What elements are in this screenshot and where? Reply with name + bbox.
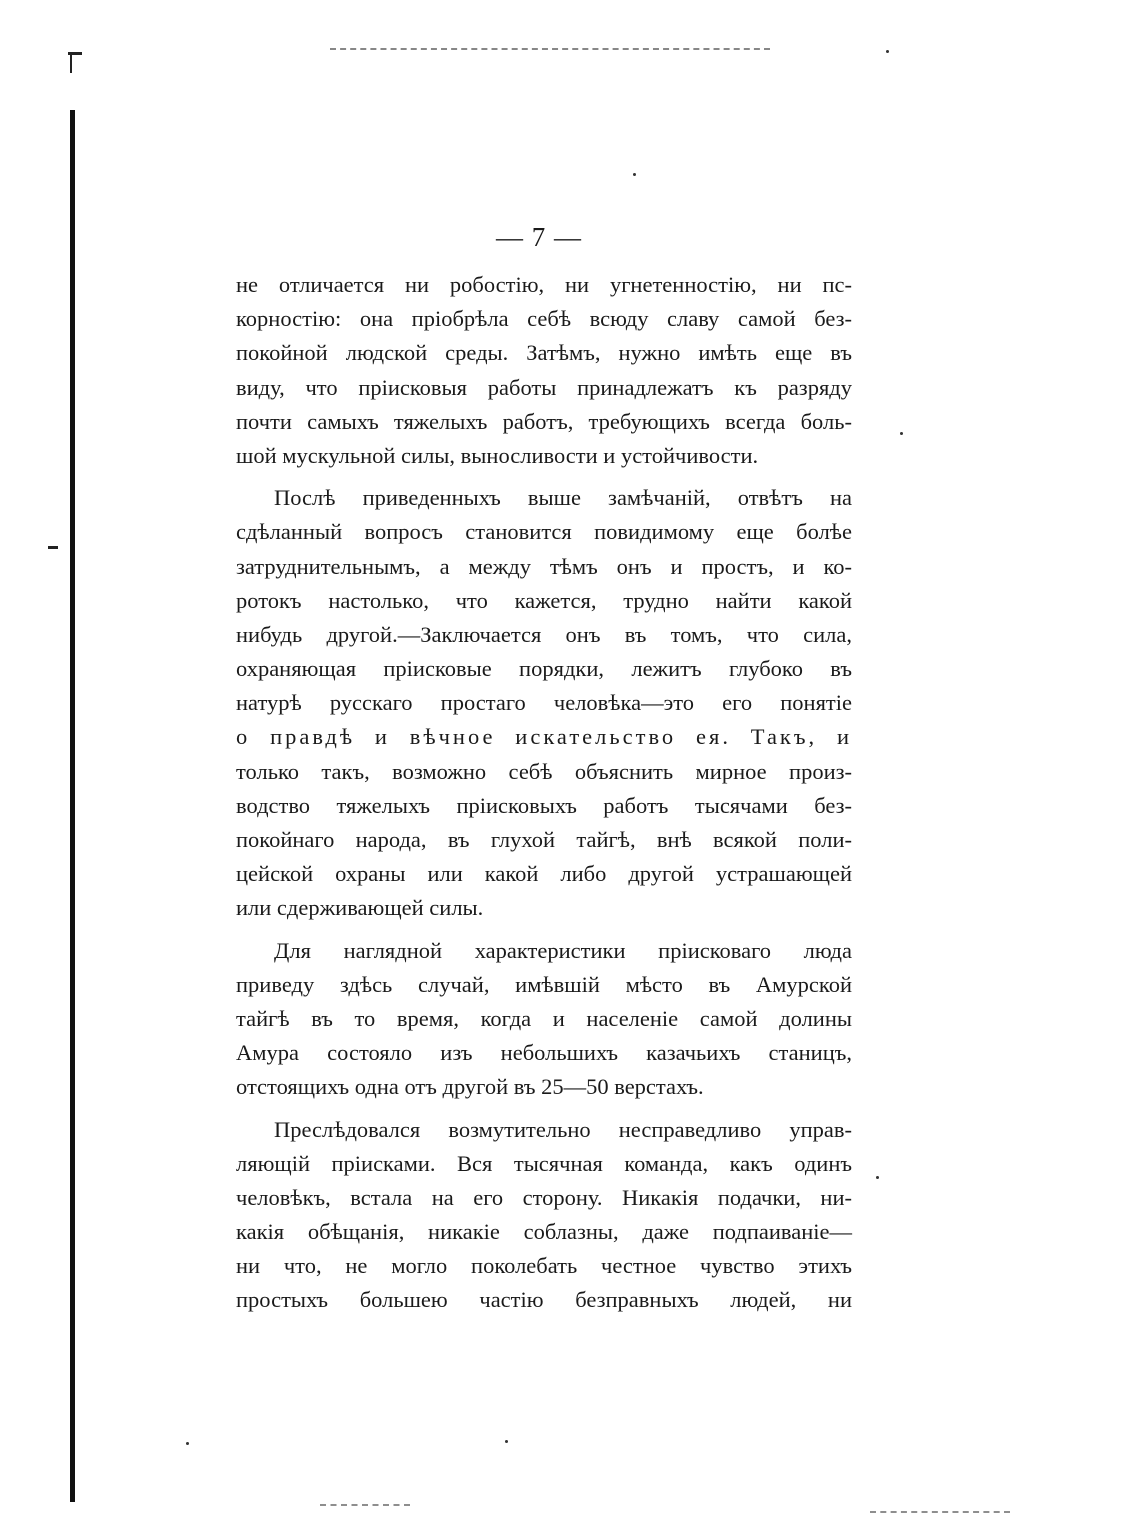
- text-line: затруднительнымъ, а между тѣмъ онъ и простъ, и ко-: [236, 553, 852, 579]
- text-line: отстоящихъ одна отъ другой въ 25—50 верстахъ.: [236, 1074, 704, 1100]
- text-line: ротокъ настолько, что кажется, трудно найти какой: [236, 587, 852, 613]
- text-line: ни что, не могло поколебать честное чувство этихъ: [236, 1253, 852, 1279]
- text-line: Преслѣдовался возмутительно несправедливо управ-: [274, 1116, 852, 1142]
- text-line: покойной людской среды. Затѣмъ, нужно имѣть еще въ: [236, 340, 852, 366]
- page-body: [236, 268, 852, 1326]
- scan-speck: [505, 1440, 508, 1443]
- text-line: Послѣ приведенныхъ выше замѣчаній, отвѣтъ на: [274, 485, 852, 511]
- text-line: только такъ, возможно себѣ объяснить мирное произ-: [236, 758, 852, 784]
- paragraph-2: [236, 481, 852, 925]
- scan-speck: [633, 173, 636, 176]
- text-line: тайгѣ въ то время, когда и населеніе самой долины: [236, 1005, 852, 1031]
- text-line: приведу здѣсь случай, имѣвшій мѣсто въ Амурской: [236, 971, 852, 997]
- text-line: сдѣланный вопросъ становится повидимому еще болѣе: [236, 519, 852, 545]
- text-line: охраняющая пріисковые порядки, лежитъ глубоко въ: [236, 656, 852, 682]
- paragraph-3: [236, 934, 852, 1105]
- scan-bottom-mark: [870, 1511, 1010, 1513]
- scan-speck: [186, 1442, 189, 1445]
- paragraph-1: [236, 268, 852, 473]
- scan-bottom-mark: [320, 1504, 410, 1506]
- text-line: водство тяжелыхъ пріисковыхъ работъ тысячами без-: [236, 792, 852, 818]
- text-line: натурѣ русскаго простаго человѣка—это его понятіе: [236, 690, 852, 716]
- text-line: Амура состояло изъ небольшихъ казачьихъ станицъ,: [236, 1040, 852, 1066]
- text-line: нибудь другой.—Заключается онъ въ томъ, что сила,: [236, 621, 852, 647]
- text-line: какія обѣщанія, никакіе соблазны, даже подпаиваніе—: [236, 1219, 852, 1245]
- text-line: почти самыхъ тяжелыхъ работъ, требующихъ всегда боль-: [236, 408, 852, 434]
- text-line: человѣкъ, встала на его сторону. Никакія подачки, ни-: [236, 1184, 852, 1210]
- paragraph-4: [236, 1113, 852, 1318]
- text-line: покойнаго народа, въ глухой тайгѣ, внѣ всякой поли-: [236, 827, 852, 852]
- text-line: Для наглядной характеристики пріисковаго люда: [274, 937, 852, 963]
- text-line: ляющій пріисками. Вся тысячная команда, какъ одинъ: [236, 1150, 852, 1176]
- text-line: цейской охраны или какой либо другой устрашающей: [236, 861, 852, 887]
- text-line: виду, что пріисковыя работы принадлежатъ къ разряду: [236, 374, 852, 400]
- scan-margin-mark: [48, 546, 58, 549]
- scan-speck: [900, 432, 903, 435]
- text-line: о правдѣ и вѣчное искательство ея. Такъ, и: [236, 724, 852, 750]
- scan-binding-edge: [70, 110, 75, 1502]
- scan-edge-mark: [70, 55, 72, 73]
- text-line: простыхъ большею частію безправныхъ людей, ни: [236, 1287, 852, 1313]
- text-line: шой мускульной силы, выносливости и устойчивости.: [236, 442, 759, 468]
- text-line: не отличается ни робостію, ни угнетенностію, ни пс-: [236, 272, 852, 297]
- scan-speck: [886, 50, 889, 53]
- text-line: или сдерживающей силы.: [236, 895, 484, 921]
- page-number: — 7 —: [496, 222, 582, 252]
- text-line: корностію: она пріобрѣла себѣ всюду славу самой без-: [236, 306, 852, 332]
- scan-speck: [876, 1176, 879, 1179]
- scan-top-rule: [330, 48, 770, 50]
